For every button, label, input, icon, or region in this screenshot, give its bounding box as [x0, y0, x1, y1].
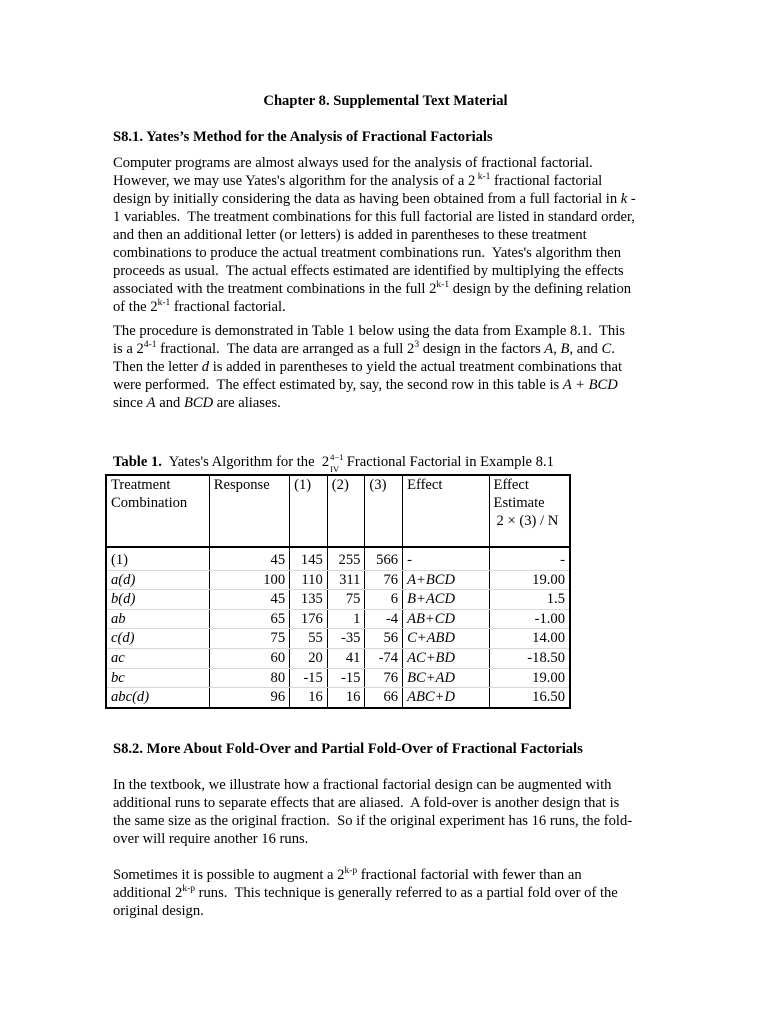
- italic-term: A + BCD: [562, 377, 618, 393]
- text-run: fractional factorial.: [170, 299, 286, 315]
- table-row: [106, 570, 570, 590]
- cell-col2: 255: [327, 547, 365, 570]
- text-run: additional runs to separate effects that are aliased. A fold-over is another design that is: [113, 795, 620, 811]
- text-line: [113, 812, 658, 830]
- text-run: Sometimes it is possible to augment a 2: [113, 867, 345, 883]
- text-run: over will require another 16 runs.: [113, 831, 309, 847]
- cell-estimate: 19.00: [489, 570, 570, 590]
- cell-treatment: ab: [106, 609, 209, 629]
- cell-col1: 135: [290, 590, 328, 610]
- cell-col3: 56: [365, 629, 403, 649]
- text-line: [113, 340, 658, 358]
- chapter-title: Chapter 8. Supplemental Text Material: [263, 93, 508, 109]
- cell-response: 100: [209, 570, 289, 590]
- text-run: The procedure is demonstrated in Table 1 below using the data from Example 8.1. This: [113, 323, 625, 339]
- cell-estimate: 14.00: [489, 629, 570, 649]
- text-line: [113, 884, 658, 902]
- header-estimate-formula: 2 × (3) / N: [496, 513, 559, 529]
- text-line: [113, 298, 658, 316]
- text-run: original design.: [113, 903, 204, 919]
- cell-col3: 76: [365, 570, 403, 590]
- section-heading-s8-1: S8.1. Yates’s Method for the Analysis of Fractional Factorials: [113, 129, 493, 145]
- superscript: k-1: [475, 172, 491, 182]
- text-line: [113, 280, 658, 298]
- text-run: associated with the treatment combinations in the full 2: [113, 281, 437, 297]
- table-caption: [113, 452, 554, 474]
- table-row: [106, 547, 570, 570]
- cell-col2: -15: [327, 668, 365, 688]
- cell-estimate: 19.00: [489, 668, 570, 688]
- fraction-exponent-sup: 4−1: [330, 452, 344, 462]
- text-run: fractional factorial with fewer than an: [357, 867, 582, 883]
- cell-col2: 16: [327, 688, 365, 708]
- cell-estimate: -: [489, 547, 570, 570]
- cell-col1: -15: [290, 668, 328, 688]
- cell-col3: 566: [365, 547, 403, 570]
- text-line: [113, 794, 658, 812]
- cell-response: 45: [209, 590, 289, 610]
- text-run: design in the factors: [419, 341, 545, 357]
- cell-effect: BC+AD: [403, 668, 489, 688]
- table-row: [106, 609, 570, 629]
- cell-col1: 110: [290, 570, 328, 590]
- text-line: [113, 866, 658, 884]
- superscript: k-1: [157, 298, 171, 308]
- header-estimate-label: Effect Estimate: [493, 477, 545, 511]
- table-body: [106, 547, 570, 708]
- text-line: [113, 154, 658, 172]
- cell-effect: B+ACD: [403, 590, 489, 610]
- text-run: However, we may use Yates's algorithm for the analysis of a 2: [113, 173, 476, 189]
- text-run: 1 variables. The treatment combinations for this full factorial are listed in standard order,: [113, 209, 635, 225]
- cell-col3: 6: [365, 590, 403, 610]
- cell-col2: 311: [327, 570, 365, 590]
- cell-col2: -35: [327, 629, 365, 649]
- superscript: k-p: [182, 884, 195, 894]
- text-line: [113, 172, 658, 190]
- cell-response: 75: [209, 629, 289, 649]
- cell-treatment: a(d): [106, 570, 209, 590]
- cell-col2: 41: [327, 648, 365, 668]
- cell-col2: 1: [327, 609, 365, 629]
- text-line: [113, 262, 658, 280]
- header-col1: (1): [290, 475, 328, 547]
- cell-response: 60: [209, 648, 289, 668]
- cell-effect: -: [403, 547, 489, 570]
- table-caption-text-after: Fractional Factorial in Example 8.1: [343, 454, 554, 470]
- cell-response: 45: [209, 547, 289, 570]
- cell-estimate: -18.50: [489, 648, 570, 668]
- table-caption-text-before: Yates's Algorithm for the 2: [161, 454, 330, 470]
- yates-table: [105, 474, 571, 709]
- text-run: and: [155, 395, 184, 411]
- paragraph-fold-over: [113, 776, 658, 848]
- text-run: are aliases.: [213, 395, 281, 411]
- text-run: In the textbook, we illustrate how a fractional factorial design can be augmented with: [113, 777, 612, 793]
- header-col3: (3): [365, 475, 403, 547]
- text-run: combinations to produce the actual treatment combinations run. Yates's algorithm then: [113, 245, 622, 261]
- text-run: .: [611, 341, 615, 357]
- cell-col1: 16: [290, 688, 328, 708]
- cell-estimate: 16.50: [489, 688, 570, 708]
- cell-col3: 66: [365, 688, 403, 708]
- cell-effect: ABC+D: [403, 688, 489, 708]
- cell-effect: AB+CD: [403, 609, 489, 629]
- cell-effect: A+BCD: [403, 570, 489, 590]
- cell-estimate: 1.5: [489, 590, 570, 610]
- cell-col1: 20: [290, 648, 328, 668]
- header-response: Response: [209, 475, 289, 547]
- superscript: k-p: [344, 866, 358, 876]
- text-run: and then an additional letter (or letters) is added in parentheses to these treatment: [113, 227, 587, 243]
- cell-col2: 75: [327, 590, 365, 610]
- superscript: k-1: [436, 280, 450, 290]
- italic-term: k: [620, 191, 628, 207]
- cell-treatment: c(d): [106, 629, 209, 649]
- text-run: since: [113, 395, 147, 411]
- table-header-row: [106, 475, 570, 547]
- italic-term: A: [544, 341, 554, 357]
- cell-col3: -4: [365, 609, 403, 629]
- text-line: [113, 776, 658, 794]
- table-row: [106, 648, 570, 668]
- cell-col3: 76: [365, 668, 403, 688]
- text-line: [113, 226, 658, 244]
- italic-term: BCD: [183, 395, 214, 411]
- text-run: fractional factorial: [490, 173, 603, 189]
- cell-response: 80: [209, 668, 289, 688]
- fraction-exponent: [329, 452, 344, 474]
- paragraph-yates-intro: [113, 154, 658, 316]
- header-effect: Effect: [403, 475, 489, 547]
- paragraph-partial-fold-over: [113, 866, 658, 920]
- text-run: Computer programs are almost always used for the analysis of fractional factorial.: [113, 155, 593, 171]
- text-run: design by initially considering the data as having been obtained from a full factorial in: [113, 191, 621, 207]
- text-line: [113, 190, 658, 208]
- text-run: Then the letter: [113, 359, 202, 375]
- text-run: of the 2: [113, 299, 158, 315]
- table-row: [106, 688, 570, 708]
- fraction-resolution-sub: IV: [330, 464, 340, 474]
- text-run: proceeds as usual. The actual effects estimated are identified by multiplying the effects: [113, 263, 624, 279]
- header-estimate: [489, 475, 570, 547]
- text-line: [113, 208, 658, 226]
- table-caption-label: Table 1.: [113, 454, 162, 470]
- cell-treatment: abc(d): [106, 688, 209, 708]
- text-line: [113, 244, 658, 262]
- text-line: [113, 358, 658, 376]
- text-run: runs. This technique is generally referred to as a partial fold over of the: [194, 885, 618, 901]
- cell-response: 65: [209, 609, 289, 629]
- italic-term: A: [146, 395, 156, 411]
- cell-response: 96: [209, 688, 289, 708]
- italic-term: d: [201, 359, 210, 375]
- text-run: design by the defining relation: [449, 281, 632, 297]
- cell-treatment: b(d): [106, 590, 209, 610]
- cell-col1: 176: [290, 609, 328, 629]
- italic-term: C: [601, 341, 612, 357]
- paragraph-procedure: [113, 322, 658, 412]
- section-heading-s8-2: S8.2. More About Fold-Over and Partial Fold-Over of Fractional Factorials: [113, 741, 583, 757]
- text-line: [113, 902, 658, 920]
- text-run: is added in parentheses to yield the actual treatment combinations that: [209, 359, 623, 375]
- superscript: 3: [414, 340, 420, 350]
- cell-col1: 55: [290, 629, 328, 649]
- cell-effect: C+ABD: [403, 629, 489, 649]
- table-row: [106, 668, 570, 688]
- italic-term: B: [560, 341, 570, 357]
- cell-estimate: -1.00: [489, 609, 570, 629]
- text-run: , and: [569, 341, 602, 357]
- table-row: [106, 590, 570, 610]
- text-line: [113, 322, 658, 340]
- cell-treatment: bc: [106, 668, 209, 688]
- text-run: additional 2: [113, 885, 183, 901]
- cell-treatment: ac: [106, 648, 209, 668]
- superscript: 4-1: [143, 340, 157, 350]
- table-row: [106, 629, 570, 649]
- cell-col1: 145: [290, 547, 328, 570]
- text-run: ,: [553, 341, 561, 357]
- cell-col3: -74: [365, 648, 403, 668]
- text-run: were performed. The effect estimated by, say, the second row in this table is: [113, 377, 563, 393]
- text-run: -: [627, 191, 636, 207]
- text-line: [113, 394, 658, 412]
- text-run: is a 2: [113, 341, 144, 357]
- text-run: fractional. The data are arranged as a full 2: [156, 341, 415, 357]
- header-col2: (2): [327, 475, 365, 547]
- cell-effect: AC+BD: [403, 648, 489, 668]
- cell-treatment: (1): [106, 547, 209, 570]
- text-line: [113, 830, 658, 848]
- header-treatment: Treatment Combination: [106, 475, 209, 547]
- text-line: [113, 376, 658, 394]
- text-run: the same size as the original fraction. So if the original experiment has 16 runs, the fold-: [113, 813, 633, 829]
